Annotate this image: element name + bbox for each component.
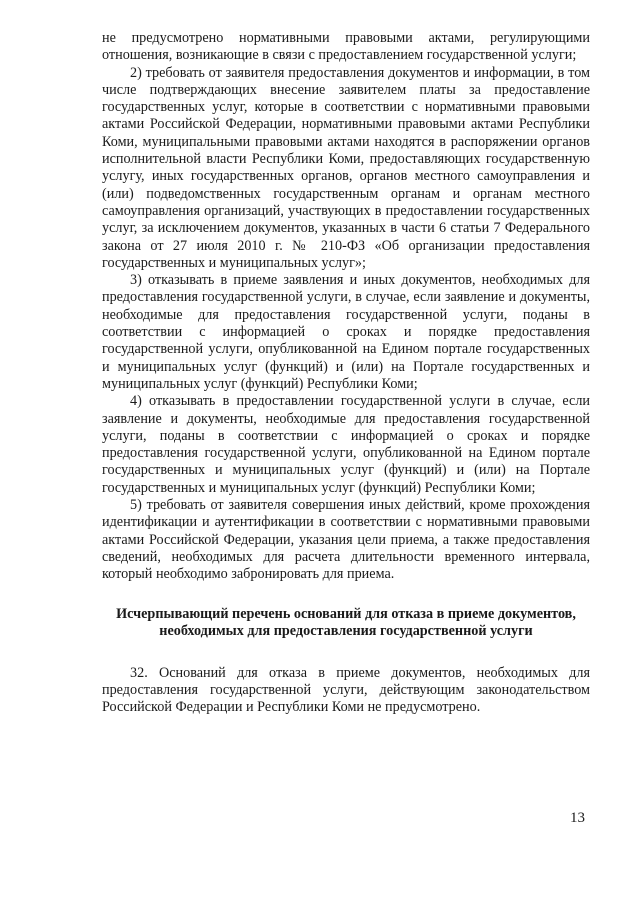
paragraph-item-4: 4) отказывать в предоставлении государственной услуги в случае, если заявление и документы, необходимые для предоставления государственной услуги, поданы в соответствии с информацией о сроках и порядке предоставления государственной услуги, опубликованной на Едином портале государственных и муниципальных услуг (функций) и (или) на Портале государственных и муниципальных услуг (функций) Республики Коми; — [102, 393, 590, 496]
section-heading: Исчерпывающий перечень оснований для отказа в приеме документов, необходимых для предоставления государственной услуги — [116, 605, 576, 639]
paragraph-32: 32. Оснований для отказа в приеме документов, необходимых для предоставления государственной услуги, действующим законодательством Российской Федерации и Республики Коми не предусмотрено. — [102, 664, 590, 716]
document-page — [102, 30, 590, 716]
paragraph-continuation: не предусмотрено нормативными правовыми актами, регулирующими отношения, возникающие в связи с предоставлением государственной услуги; — [102, 30, 590, 64]
paragraph-item-5: 5) требовать от заявителя совершения иных действий, кроме прохождения идентификации и аутентификации в соответствии с нормативными правовыми актами Российской Федерации, указания цели приема, а также предоставления сведений, необходимых для расчета длительности временного интервала, который необходимо забронировать для приема. — [102, 497, 590, 583]
paragraph-item-2: 2) требовать от заявителя предоставления документов и информации, в том числе подтверждающих внесение заявителем платы за предоставление государственных услуг, которые в соответствии с нормативными правовыми актами Российской Федерации, нормативными правовыми актами Республики Коми, муниципальными правовыми актами находятся в распоряжении органов исполнительной власти Республики Коми, предоставляющих государственную услугу, иных государственных органов, органов местного самоуправления и (или) подведомственных государственным органам и органам местного самоуправления организаций, участвующих в предоставлении государственных услуг, за исключением документов, указанных в части 6 статьи 7 Федерального закона от 27 июля 2010 г. № 210-ФЗ «Об организации предоставления государственных и муниципальных услуг»; — [102, 64, 590, 271]
paragraph-item-3: 3) отказывать в приеме заявления и иных документов, необходимых для предоставления государственной услуги, в случае, если заявление и документы, необходимые для предоставления государственной услуги, поданы в соответствии с информацией о сроках и порядке предоставления государственной услуги, опубликованной на Едином портале государственных и муниципальных услуг (функций) и (или) на Портале государственных и муниципальных услуг (функций) Республики Коми; — [102, 272, 590, 392]
page-number: 13 — [570, 810, 585, 826]
